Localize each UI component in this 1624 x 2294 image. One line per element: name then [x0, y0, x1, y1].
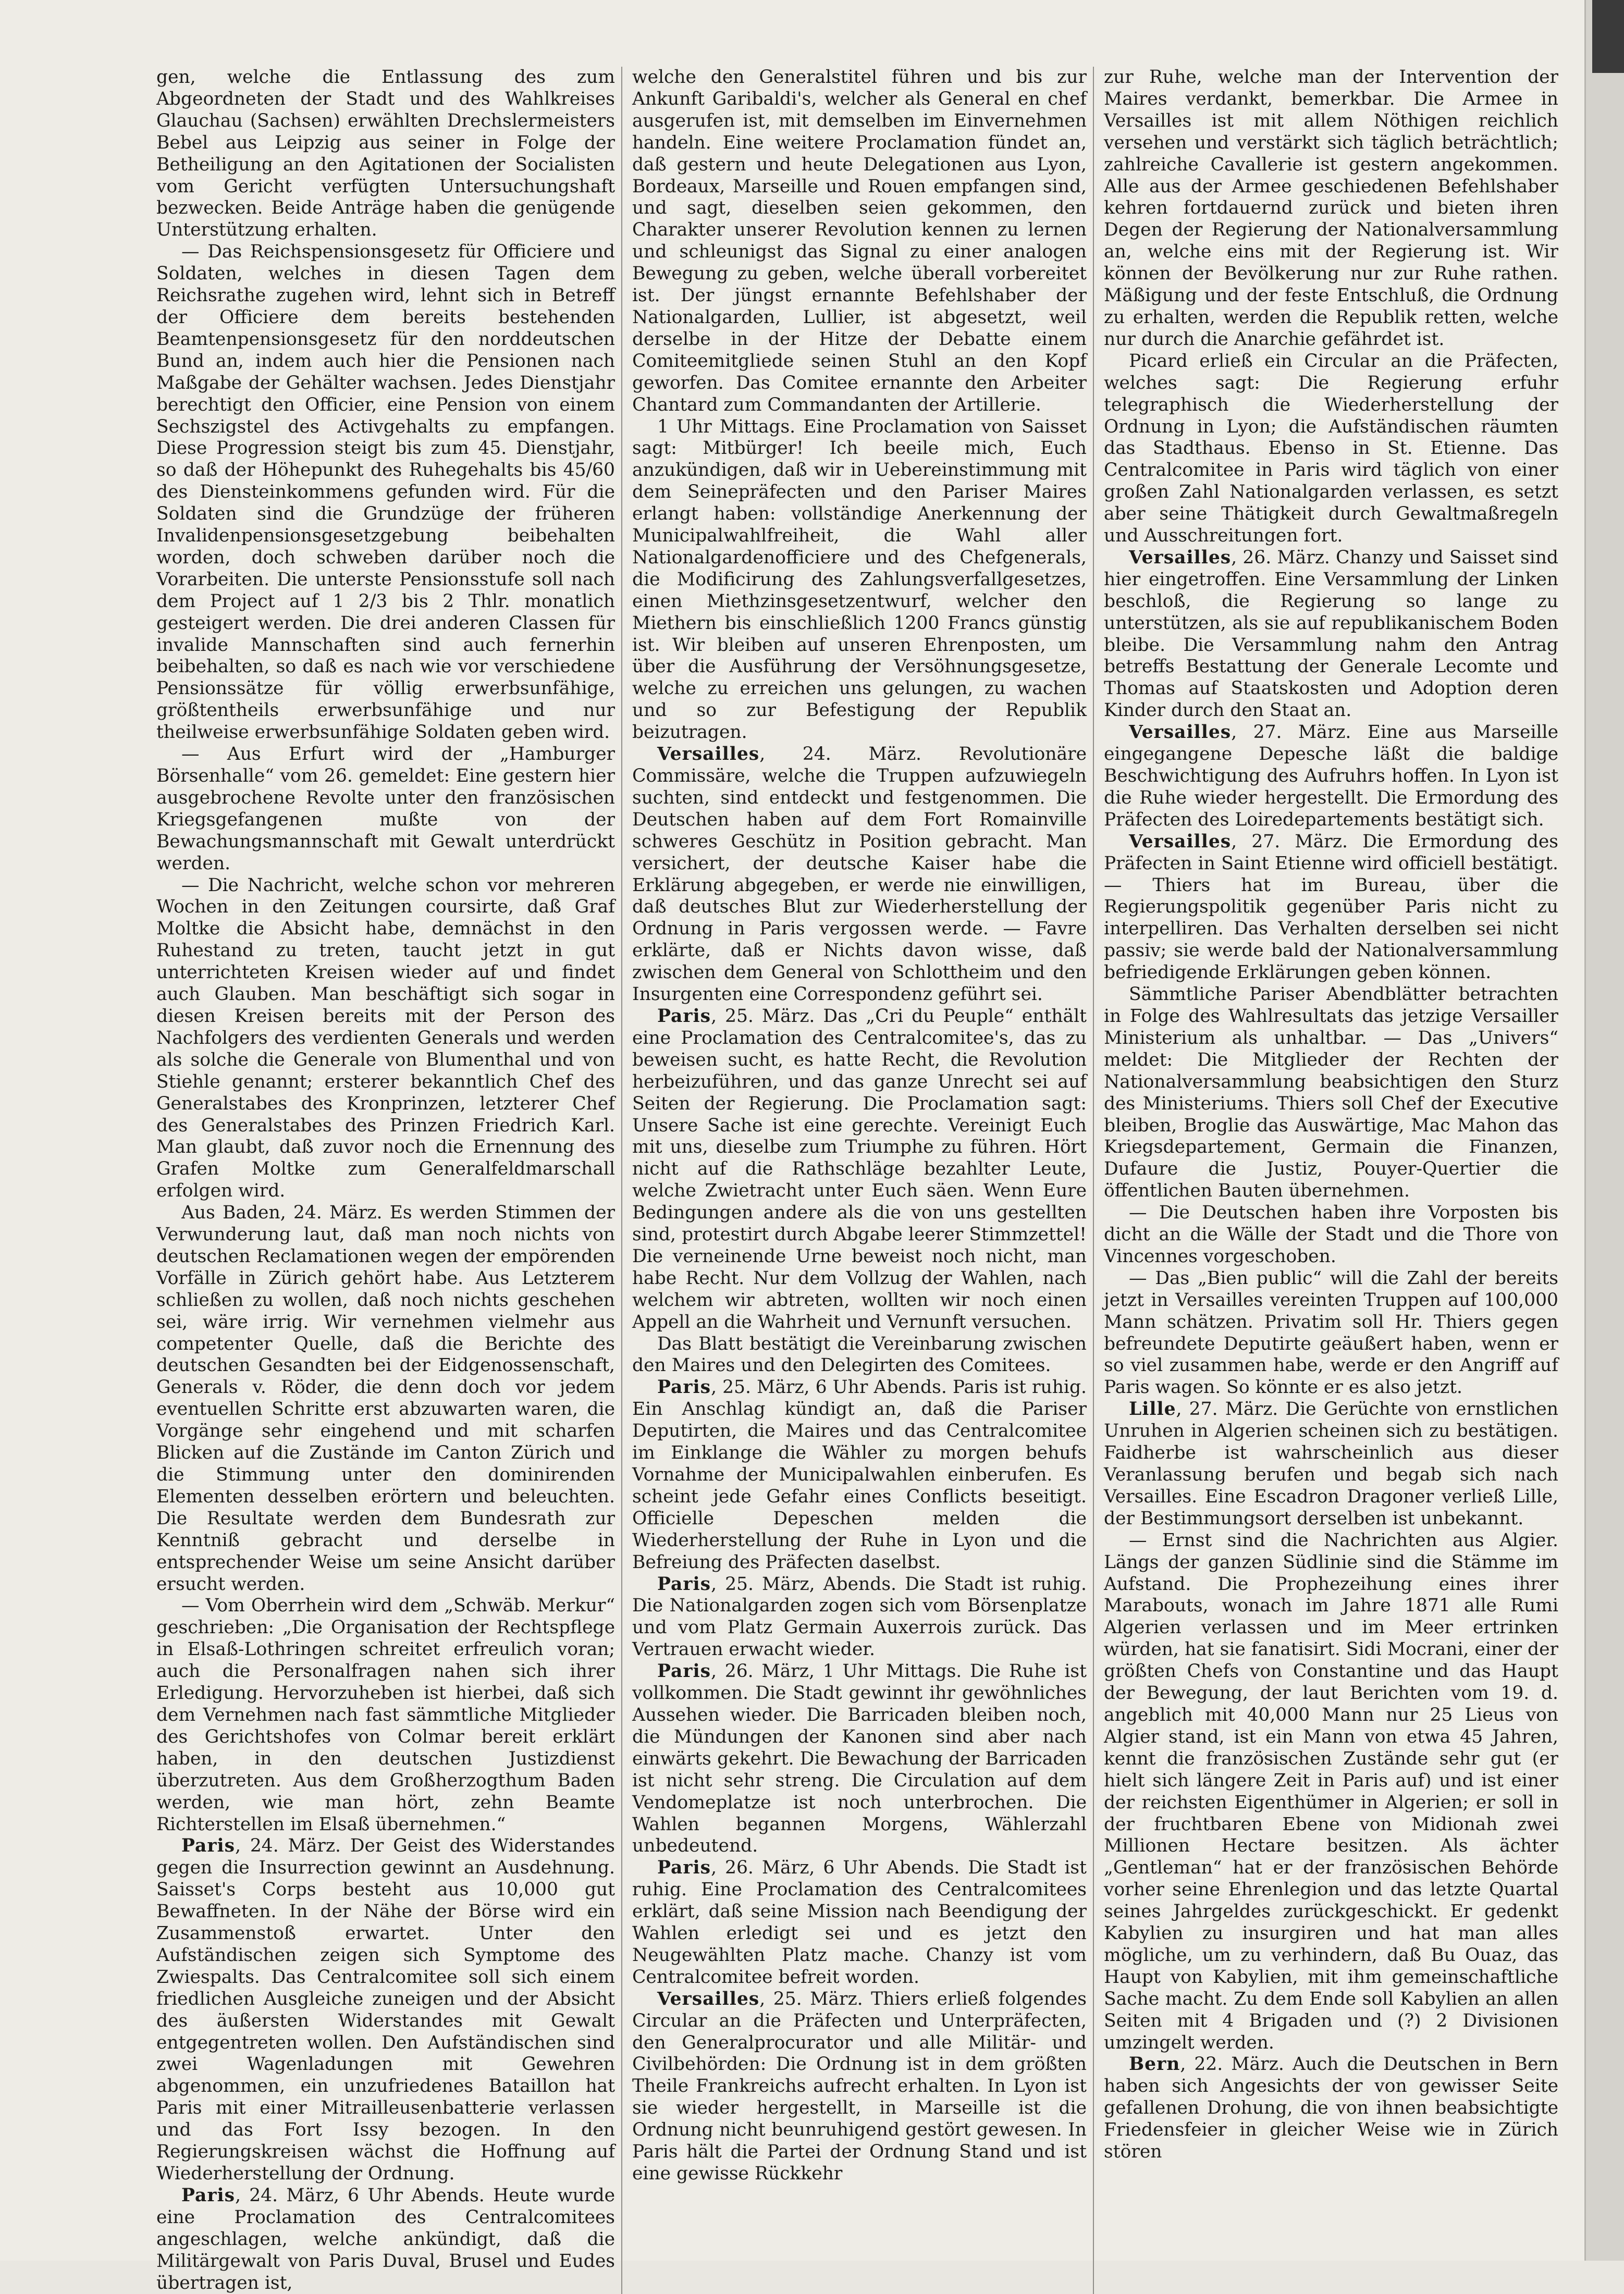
paragraph-text: — Die Nachricht, welche schon vor mehreren Wochen in den Zeitungen coursirte, daß Graf Moltke die Absicht habe, demnächst in den Ruhestand zu treten, taucht jetzt in gut unterrichteten Kreisen wieder auf und findet auch Glauben. Man beschäftigt sich sogar in diesen Kreisen bereits mit der Person des Nachfolgers des verdienten Generals und werden als solche die Generale von Blumenthal und von Stiehle genannt; ersterer bekanntlich Chef des Generalstabes des Kronprinzen, letzterer Chef des Generalstabes des Prinzen Friedrich Karl. Man glaubt, daß zuvor noch die Ernennung des Grafen Moltke zum Generalfeldmarschall erfolgen wird.: [156, 874, 615, 1202]
dateline: Paris: [657, 1005, 711, 1027]
article-paragraph: [156, 241, 615, 744]
dateline: Paris: [181, 1835, 236, 1857]
article-paragraph: [632, 1377, 1087, 1573]
paragraph-text: , 27. März. Die Gerüchte von ernstlichen Unruhen in Algerien scheinen sich zu bestätigen. Faidherbe ist wahrscheinlich aus dieser Veranlassung berufen und begab sich nach Versailles. Eine Escadron Dragoner verließ Lille, der Bestimmungsort derselben ist unbekannt.: [1104, 1399, 1558, 1529]
dateline: Versailles: [1129, 547, 1232, 568]
article-paragraph: [632, 1334, 1087, 1377]
paragraph-text: , 24. März. Der Geist des Widerstandes gegen die Insurrection gewinnt an Ausdehnung. Saisset's Corps besteht aus 10,000 gut Bewaffneten. In der Nähe der Börse wird ein Zusammenstoß erwartet. Unter den Aufständischen zeigen sich Symptome des Zwiespalts. Das Centralcomitee soll sich einem friedlichen Ausgleiche zuneigen und der Absicht des äußersten Widerstandes mit Gewalt entgegentreten wollen. Den Aufständischen sind zwei Wagenladungen mit Gewehren abgenommen, ein unzufriedenes Bataillon hat Paris mit einer Mitrailleusenbatterie verlassen und das Fort Issy bezogen. In den Regierungskreisen wächst die Hoffnung auf Wiederherstellung der Ordnung.: [156, 1835, 615, 2184]
paragraph-text: , 25. März. Thiers erließ folgendes Circular an die Präfecten und Unterpräfecten, den Generalprocurator und alle Militär- und Civilbehörden: Die Ordnung ist in dem größten Theile Frankreichs aufrecht erhalten. In Lyon ist sie wieder hergestellt, in Marseille ist die Ordnung nicht beunruhigend gestört gewesen. In Paris hält die Partei der Ordnung Stand und ist eine gewisse Rückkehr: [632, 1988, 1087, 2184]
article-paragraph: [1104, 351, 1558, 547]
article-paragraph: [632, 1661, 1087, 1857]
article-paragraph: [1104, 1530, 1558, 2054]
article-paragraph: [156, 1835, 615, 2185]
dateline: Paris: [181, 2185, 236, 2206]
paragraph-text: , 26. März, 1 Uhr Mittags. Die Ruhe ist vollkommen. Die Stadt gewinnt ihr gewöhnliches Aussehen wieder. Die Barricaden bleiben noch, die Mündungen der Kanonen sind aber nach einwärts gekehrt. Die Bewachung der Barricaden ist nicht sehr streng. Die Circulation auf dem Vendomeplatze ist noch unterbrochen. Die Wahlen begannen Morgens, Wählerzahl unbedeutend.: [632, 1661, 1087, 1857]
paragraph-text: — Ernst sind die Nachrichten aus Algier. Längs der ganzen Südlinie sind die Stämme im Aufstand. Die Prophezeihung eines ihrer Marabouts, wonach im Jahre 1871 alle Rumi Algerien verlassen und im Meer ertrinken würden, hat sie fanatisirt. Sidi Mocrani, einer der größten Chefs von Constantine und das Haupt der Bewegung, der laut Berichten vom 19. d. angeblich mit 40,000 Mann nur 25 Lieus von Algier stand, ist ein Mann von etwa 45 Jahren, kennt die französischen Zustände sehr gut (er hielt sich längere Zeit in Paris auf) und ist einer der reichsten Eigenthümer in Algerien; er soll in der fruchtbaren Ebene von Midionah zwei Millionen Hectare besitzen. Als ächter „Gentleman“ hat er der französischen Behörde vorher seine Ehrenlegion und das letzte Quartal seines Jahrgeldes zurückgeschickt. Er gedenkt Kabylien zu insurgiren und hat man alles mögliche, um zu verhindern, daß Bu Ouaz, das Haupt von Kabylien, mit ihm gemeinschaftliche Sache macht. Zu dem Ende soll Kabylien an allen Seiten mit 4 Brigaden und (?) 2 Divisionen umzingelt werden.: [1104, 1530, 1558, 2053]
paragraph-text: , 27. März. Eine aus Marseille eingegangene Depesche läßt die baldige Beschwichtigung des Aufruhrs hoffen. In Lyon ist die Ruhe wieder hergestellt. Die Ermordung des Präfecten des Loiredepartements bestätigt sich.: [1104, 722, 1558, 830]
paragraph-text: zur Ruhe, welche man der Intervention der Maires verdankt, bemerkbar. Die Armee in Versailles ist mit allem Nöthigen reichlich versehen und verstärkt sich täglich beträchtlich; zahlreiche Cavallerie ist gestern angekommen. Alle aus der Armee geschiedenen Befehlshaber kehren fortdauernd zurück und bieten ihren Degen der Regierung der Nationalversammlung an, welche eins mit der Regierung ist. Wir können der Bevölkerung nur zur Ruhe rathen. Mäßigung und der feste Entschluß, die Ordnung zu erhalten, werden die Republik retten, welche nur durch die Anarchie gefährdet ist.: [1104, 67, 1558, 350]
article-paragraph: [1104, 2054, 1558, 2163]
article-paragraph: [1104, 67, 1558, 351]
article-paragraph: [156, 2185, 615, 2294]
paragraph-text: , 22. März. Auch die Deutschen in Bern haben sich Angesichts der von gewisser Seite gefallenen Drohung, die von ihnen beabsichtigte Friedensfeier in gleicher Weise wie in Zürich stören: [1104, 2054, 1558, 2163]
page-edge: [1584, 0, 1624, 2261]
article-paragraph: [632, 744, 1087, 1006]
paragraph-text: , 25. März, 6 Uhr Abends. Paris ist ruhig. Ein Anschlag kündigt an, daß die Pariser Deputirten, die Maires und das Centralcomitee im Einklange die Wähler zu morgen behufs Vornahme der Municipalwahlen einberufen. Es scheint jede Gefahr eines Conflicts beseitigt. Officielle Depeschen melden die Wiederherstellung der Ruhe in Lyon und die Befreiung des Präfecten daselbst.: [632, 1377, 1087, 1573]
paragraph-text: welche den Generalstitel führen und bis zur Ankunft Garibaldi's, welcher als General en chef ausgerufen ist, mit demselben im Einvernehmen handeln. Eine weitere Proclamation fündet an, daß gestern und heute Delegationen aus Lyon, Bordeaux, Marseille und Rouen empfangen sind, und sagt, dieselben seien gekommen, den Charakter unserer Revolution kennen zu lernen und schleunigst das Signal zu einer analogen Bewegung zu geben, welche überall vorbereitet ist. Der jüngst ernannte Befehlshaber der Nationalgarden, Lullier, ist abgesetzt, weil derselbe in der Hitze der Debatte einem Comiteemitgliede seinen Stuhl an den Kopf geworfen. Das Comitee ernannte den Arbeiter Chantard zum Commandanten der Artillerie.: [632, 67, 1087, 415]
dateline: Versailles: [1129, 722, 1232, 743]
column-3: [1100, 67, 1558, 2294]
paragraph-text: — Vom Oberrhein wird dem „Schwäb. Merkur“ geschrieben: „Die Organisation der Rechtspflege in Elsaß-Lothringen schreitet erfreulich voran; auch die Personalfragen nahen sich ihrer Erledigung. Hervorzuheben ist hierbei, daß sich dem Vernehmen nach fast sämmtliche Mitglieder des Gerichtshofes von Colmar bereit erklärt haben, in den deutschen Justizdienst überzutreten. Aus dem Großherzogthum Baden werden, wie man hört, zehn Beamte Richterstellen im Elsaß übernehmen.“: [156, 1595, 615, 1835]
paragraph-text: Sämmtliche Pariser Abendblätter betrachten in Folge des Wahlresultats das jetzige Versailler Ministerium als unhaltbar. — Das „Univers“ meldet: Die Mitglieder der Rechten der Nationalversammlung beabsichtigen den Sturz des Ministeriums. Thiers soll Chef der Executive bleiben, Broglie das Auswärtige, Mac Mahon das Kriegsdepartement, Germain die Finanzen, Dufaure die Justiz, Pouyer-Quertier die öffentlichen Bauten übernehmen.: [1104, 984, 1558, 1202]
article-paragraph: [156, 1202, 615, 1595]
article-paragraph: [1104, 1268, 1558, 1399]
article-paragraph: [156, 875, 615, 1203]
article-paragraph: [1104, 722, 1558, 831]
paragraph-text: — Aus Erfurt wird der „Hamburger Börsenhalle“ vom 26. gemeldet: Eine gestern hier ausgebrochene Revolte unter den französischen Kriegsgefangenen mußte von der Bewachungsmannschaft mit Gewalt unterdrückt werden.: [156, 744, 615, 874]
paragraph-text: — Die Deutschen haben ihre Vorposten bis dicht an die Wälle der Stadt und die Thore von Vincennes vorgeschoben.: [1104, 1202, 1558, 1267]
article-paragraph: [156, 744, 615, 874]
paragraph-text: , 24. März. Revolutionäre Commissäre, welche die Truppen aufzuwiegeln suchten, sind entdeckt und festgenommen. Die Deutschen haben auf dem Fort Romainville schweres Geschütz in Position gebracht. Man versichert, der deutsche Kaiser habe die Erklärung abgegeben, er werde nie einwilligen, daß deutsches Blut zur Wiederherstellung der Ordnung in Paris vergossen werde. — Favre erklärte, daß er Nichts davon wisse, daß zwischen dem General von Schlottheim und den Insurgenten eine Correspondenz geführt sei.: [632, 744, 1087, 1005]
article-paragraph: [156, 1595, 615, 1835]
dateline: Bern: [1129, 2054, 1180, 2075]
paragraph-text: — Das Reichspensionsgesetz für Officiere und Soldaten, welches in diesen Tagen dem Reichsrathe zugehen wird, lehnt sich in Betreff der Officiere dem bereits bestehenden Beamtenpensionsgesetz für den norddeutschen Bund an, indem auch hier die Pensionen nach Maßgabe der Gehälter wachsen. Jedes Dienstjahr berechtigt den Officier, eine Pension von einem Sechszigstel des Activgehalts zu empfangen. Diese Progression steigt bis zum 45. Dienstjahr, so daß der Höhepunkt des Ruhegehalts bis 45/60 des Diensteinkommens gefunden wird. Für die Soldaten sind die Grundzüge der früheren Invalidenpensionsgesetzgebung beibehalten worden, doch schweben darüber noch die Vorarbeiten. Die unterste Pensionsstufe soll nach dem Project auf 1 2/3 bis 2 Thlr. monatlich gesteigert werden. Die drei anderen Classen für invalide Mannschaften sind auch fernerhin beibehalten, so daß es nach wie vor verschiedene Pensionssätze für völlig erwerbsunfähige, größtentheils erwerbsunfähige und nur theilweise erwerbsunfähige Soldaten geben wird.: [156, 241, 615, 743]
paragraph-text: Aus Baden, 24. März. Es werden Stimmen der Verwunderung laut, daß man noch nichts von deutschen Reclamationen wegen der empörenden Vorfälle in Zürich gehört habe. Aus Letzterem schließen zu wollen, daß noch nichts geschehen sei, wäre irrig. Wir vernehmen vielmehr aus competenter Quelle, daß die Berichte des deutschen Gesandten bei der Eidgenossenschaft, Generals v. Röder, die denn doch vor jedem eventuellen Schritte erst abzuwarten waren, die Vorgänge sehr eingehend und mit scharfen Blicken auf die Zustände im Canton Zürich und die Stimmung unter den dominirenden Elementen desselben erörtern und beleuchten. Die Resultate werden dem Bundesrath zur Kenntniß gebracht und derselbe in entsprechender Weise um seine Ansicht darüber ersucht werden.: [156, 1202, 615, 1595]
paragraph-text: — Das „Bien public“ will die Zahl der bereits jetzt in Versailles vereinten Truppen auf 100,000 Mann schätzen. Privatim soll Hr. Thiers gegen befreundete Deputirte geäußert haben, wenn er so viel zusammen habe, werde er den Angriff auf Paris wagen. So könnte er es also jetzt.: [1104, 1267, 1558, 1398]
text-columns: [156, 67, 1558, 2293]
article-paragraph: [632, 67, 1087, 416]
paragraph-text: gen, welche die Entlassung des zum Abgeordneten der Stadt und des Wahlkreises Glauchau (Sachsen) erwählten Drechslermeisters Bebel aus Leipzig aus seiner in Folge der Betheiligung an den Agitationen der Socialisten vom Gericht verfügten Untersuchungshaft bezwecken. Beide Anträge haben die genügende Unterstützung erhalten.: [156, 67, 615, 241]
article-paragraph: [1104, 1202, 1558, 1268]
dateline: Versailles: [657, 744, 760, 765]
paragraph-text: , 26. März. Chanzy und Saisset sind hier eingetroffen. Eine Versammlung der Linken beschloß, die Regierung so lange zu unterstützen, als sie auf republikanischem Boden bleibe. Die Versammlung nahm den Antrag betreffs Bestattung der Generale Lecomte und Thomas auf Staatskosten und Adoption deren Kinder durch den Staat an.: [1104, 547, 1558, 721]
paragraph-text: , 26. März, 6 Uhr Abends. Die Stadt ist ruhig. Eine Proclamation des Centralcomitees erklärt, daß seine Mission nach Beendigung der Wahlen erledigt sei und es jetzt den Neugewählten Platz mache. Chanzy ist vom Centralcomitee befreit worden.: [632, 1857, 1087, 1988]
dateline: Versailles: [1129, 831, 1232, 852]
dateline: Paris: [657, 1573, 711, 1595]
dateline: Paris: [657, 1661, 711, 1682]
paragraph-text: , 24. März, 6 Uhr Abends. Heute wurde eine Proclamation des Centralcomitees angeschlagen, welche ankündigt, daß die Militärgewalt von Paris Duval, Brusel und Eudes übertragen ist,: [156, 2185, 615, 2293]
article-paragraph: [1104, 547, 1558, 722]
article-paragraph: [156, 67, 615, 241]
paragraph-text: , 27. März. Die Ermordung des Präfecten in Saint Etienne wird officiell bestätigt. — Thiers hat im Bureau, über die Regierungspolitik gegenüber Paris nicht zu interpelliren. Das Verhalten derselben sei nicht passiv; sie werde bald der Nationalversammlung befriedigende Erklärungen geben können.: [1104, 831, 1558, 983]
column-1: [156, 67, 615, 2294]
paragraph-text: Picard erließ ein Circular an die Präfecten, welches sagt: Die Regierung erfuhr telegraphisch die Wiederherstellung der Ordnung in Lyon; die Aufständischen räumten das Stadthaus. Ebenso in St. Etienne. Das Centralcomitee in Paris wird täglich von einer großen Zahl Nationalgarden verlassen, es setzt aber seine Thätigkeit durch Gewaltmaßregeln und Ausschreitungen fort.: [1104, 350, 1558, 547]
article-paragraph: [632, 1989, 1087, 2185]
scan-edge-shadow: [1592, 0, 1624, 73]
paragraph-text: 1 Uhr Mittags. Eine Proclamation von Saisset sagt: Mitbürger! Ich beeile mich, Euch anzukündigen, daß wir in Uebereinstimmung mit dem Seinepräfecten und den Pariser Maires erlangt haben: vollständige Anerkennung der Municipalwahlfreiheit, die Wahl aller Nationalgardenofficiere und des Chefgenerals, die Modificirung des Zahlungsverfallgesetzes, einen Miethzinsgesetzentwurf, welcher den Miethern bis einschließlich 1200 Francs günstig ist. Wir bleiben auf unseren Ehrenposten, um über die Ausführung der Versöhnungsgesetze, welche zu erreichen uns gelungen, zu wachen und so zur Befestigung der Republik beizutragen.: [632, 416, 1087, 743]
paragraph-text: , 25. März, Abends. Die Stadt ist ruhig. Die Nationalgarden zogen sich vom Börsenplatze und vom Platz Germain Auxerrois zurück. Das Vertrauen erwacht wieder.: [632, 1573, 1087, 1660]
article-paragraph: [632, 1857, 1087, 1988]
dateline: Paris: [657, 1857, 711, 1879]
dateline: Versailles: [657, 1988, 760, 2009]
article-paragraph: [1104, 1399, 1558, 1530]
paragraph-text: , 25. März. Das „Cri du Peuple“ enthält eine Proclamation des Centralcomitee's, das zu beweisen sucht, es hatte Recht, die Revolution herbeizuführen, und das ganze Unrecht sei auf Seiten der Regierung. Die Proclamation sagt: Unsere Sache ist eine gerechte. Vereinigt Euch mit uns, dieselbe zum Triumphe zu führen. Hört nicht auf die Rathschläge bezahlter Leute, welche Zwietracht unter Euch säen. Wenn Eure Bedingungen andere als die von uns gestellten sind, protestirt durch Abgabe leerer Stimmzettel! Die verneinende Urne beweist noch nicht, man habe Recht. Nur dem Vollzug der Wahlen, nach welchem wir abtreten, wollten wir noch einen Appell an die Wahrheit und Vernunft versuchen.: [632, 1005, 1087, 1333]
dateline: Lille: [1129, 1399, 1176, 1420]
paragraph-text: Das Blatt bestätigt die Vereinbarung zwischen den Maires und den Delegirten des Comitees.: [632, 1333, 1087, 1376]
dateline: Paris: [657, 1377, 711, 1398]
column-2: [628, 67, 1087, 2294]
article-paragraph: [632, 416, 1087, 744]
article-paragraph: [632, 1574, 1087, 1661]
article-paragraph: [1104, 831, 1558, 984]
article-paragraph: [632, 1006, 1087, 1334]
article-paragraph: [1104, 984, 1558, 1202]
